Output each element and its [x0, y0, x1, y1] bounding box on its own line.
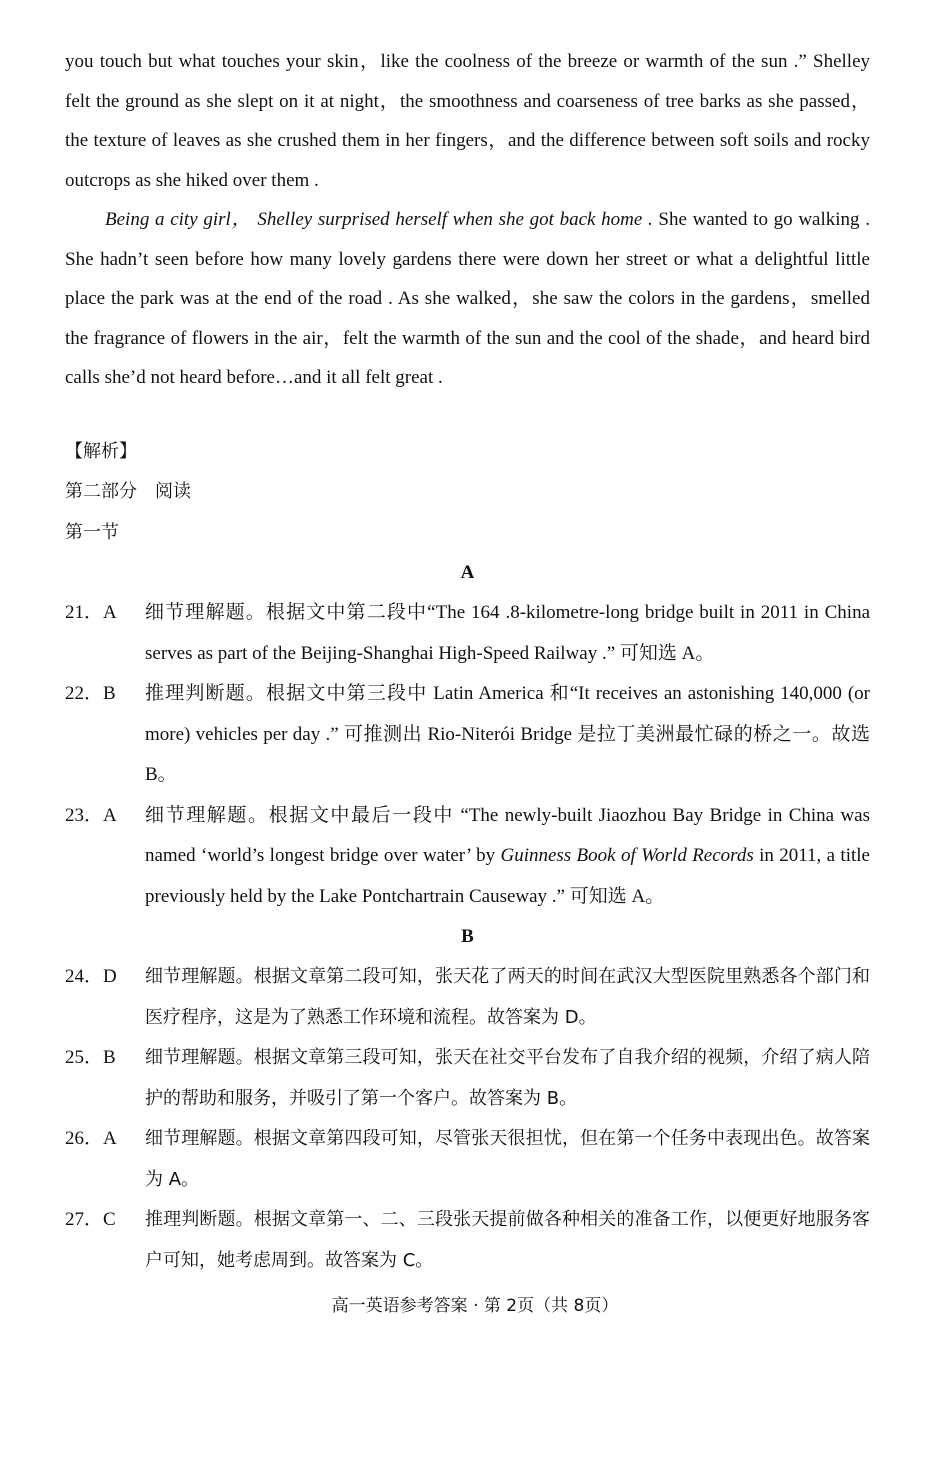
answer-text	[145, 796, 870, 918]
answer-text-before: 细节理解题。根据文中最后一段中 “The newly-built Jiaozhou Bay Bridge in China was named ‘world’s longest bridge over water’ by	[145, 804, 870, 866]
passage-paragraph-2-rest: She wanted to go walking . She hadn’t seen before how many lovely gardens there were down her street or what a delightful little place the park was at the end of the road . As she walked，she saw the colors in the gardens，smelled the fragrance of flowers in the air，felt the warmth of the sun and the cool of the shade，and heard bird calls she’d not heard before…and it all felt great .	[65, 209, 870, 388]
answer-item-27	[65, 1200, 870, 1281]
page-content	[65, 42, 870, 1281]
answer-text-main: 细节理解题。根据文章第三段可知，张天在社交平台发布了自我介绍的视频，介绍了病人陪护的帮助和服务，并吸引了第一个客户。故答案为 B。	[145, 1047, 870, 1109]
answer-text	[145, 674, 870, 796]
answer-text	[145, 1200, 870, 1281]
answer-text	[145, 1038, 870, 1119]
section-heading: 第一节	[65, 521, 119, 543]
group-b-letter: B	[461, 926, 474, 947]
answer-text-main: 细节理解题。根据文章第二段可知，张天花了两天的时间在武汉大型医院里熟悉各个部门和医疗程序，这是为了熟悉工作环境和流程。故答案为 D。	[145, 966, 870, 1028]
passage-paragraph-1: you touch but what touches your skin，like the coolness of the breeze or warmth of the sun .” Shelley felt the ground as she slept on it at night，the smoothness and coarseness of tree barks as she passed，the texture of leaves as she crushed them in her fingers，and the difference between soft soils and rocky outcrops as she hiked over them .	[65, 51, 870, 191]
answer-text	[145, 593, 870, 674]
answer-number: 25．B	[65, 1047, 116, 1068]
answer-item-23	[65, 796, 870, 918]
answer-number: 27．C	[65, 1209, 116, 1230]
answer-number: 23．A	[65, 804, 117, 826]
group-b-answers	[65, 957, 870, 1281]
answer-text	[145, 1119, 870, 1200]
answer-number: 26．A	[65, 1128, 117, 1149]
answer-item-21	[65, 593, 870, 674]
page-footer: 高一英语参考答案 · 第 2页（共 8页）	[331, 1296, 619, 1316]
answer-text-main: 推理判断题。根据文中第三段中 Latin America 和“It receives an astonishing 140,000 (or more) vehicles per day .” 可推测出 Rio-Niterói Bridge 是拉丁美洲最忙碌的桥之一。故选 B。	[145, 683, 870, 785]
answer-text-after: in 2011, a title previously held by the Lake Pontchartrain Causeway .” 可知选 A。	[145, 845, 870, 907]
answer-item-24	[65, 957, 870, 1038]
answer-number: 21．A	[65, 602, 117, 623]
passage-paragraph-2	[65, 200, 870, 398]
answer-number: 24．D	[65, 966, 117, 987]
answer-text-main: 细节理解题。根据文中第二段中“The 164 .8-kilometre-long bridge built in 2011 in China serves as part of the Beijing-Shanghai High-Speed Railway .” 可知选 A。	[145, 602, 870, 664]
answer-item-22	[65, 674, 870, 796]
answer-text	[145, 957, 870, 1038]
answer-item-25	[65, 1038, 870, 1119]
answer-text-main: 细节理解题。根据文章第四段可知，尽管张天很担忧，但在第一个任务中表现出色。故答案为 A。	[145, 1128, 870, 1190]
answer-text-italic: Guinness Book of World Records	[500, 845, 754, 866]
answer-item-26	[65, 1119, 870, 1200]
analysis-label: 【解析】	[65, 440, 137, 462]
answer-text-main: 推理判断题。根据文章第一、二、三段张天提前做各种相关的准备工作，以便更好地服务客户可知，她考虑周到。故答案为 C。	[145, 1209, 870, 1271]
group-a-letter: A	[460, 562, 475, 583]
passage-paragraph-2-italic: Being a city girl， Shelley surprised herself when she got back home .	[105, 209, 653, 230]
spacer	[65, 398, 870, 432]
group-a-answers	[65, 593, 870, 917]
answer-number: 22．B	[65, 683, 116, 704]
part-heading: 第二部分 阅读	[65, 481, 191, 502]
